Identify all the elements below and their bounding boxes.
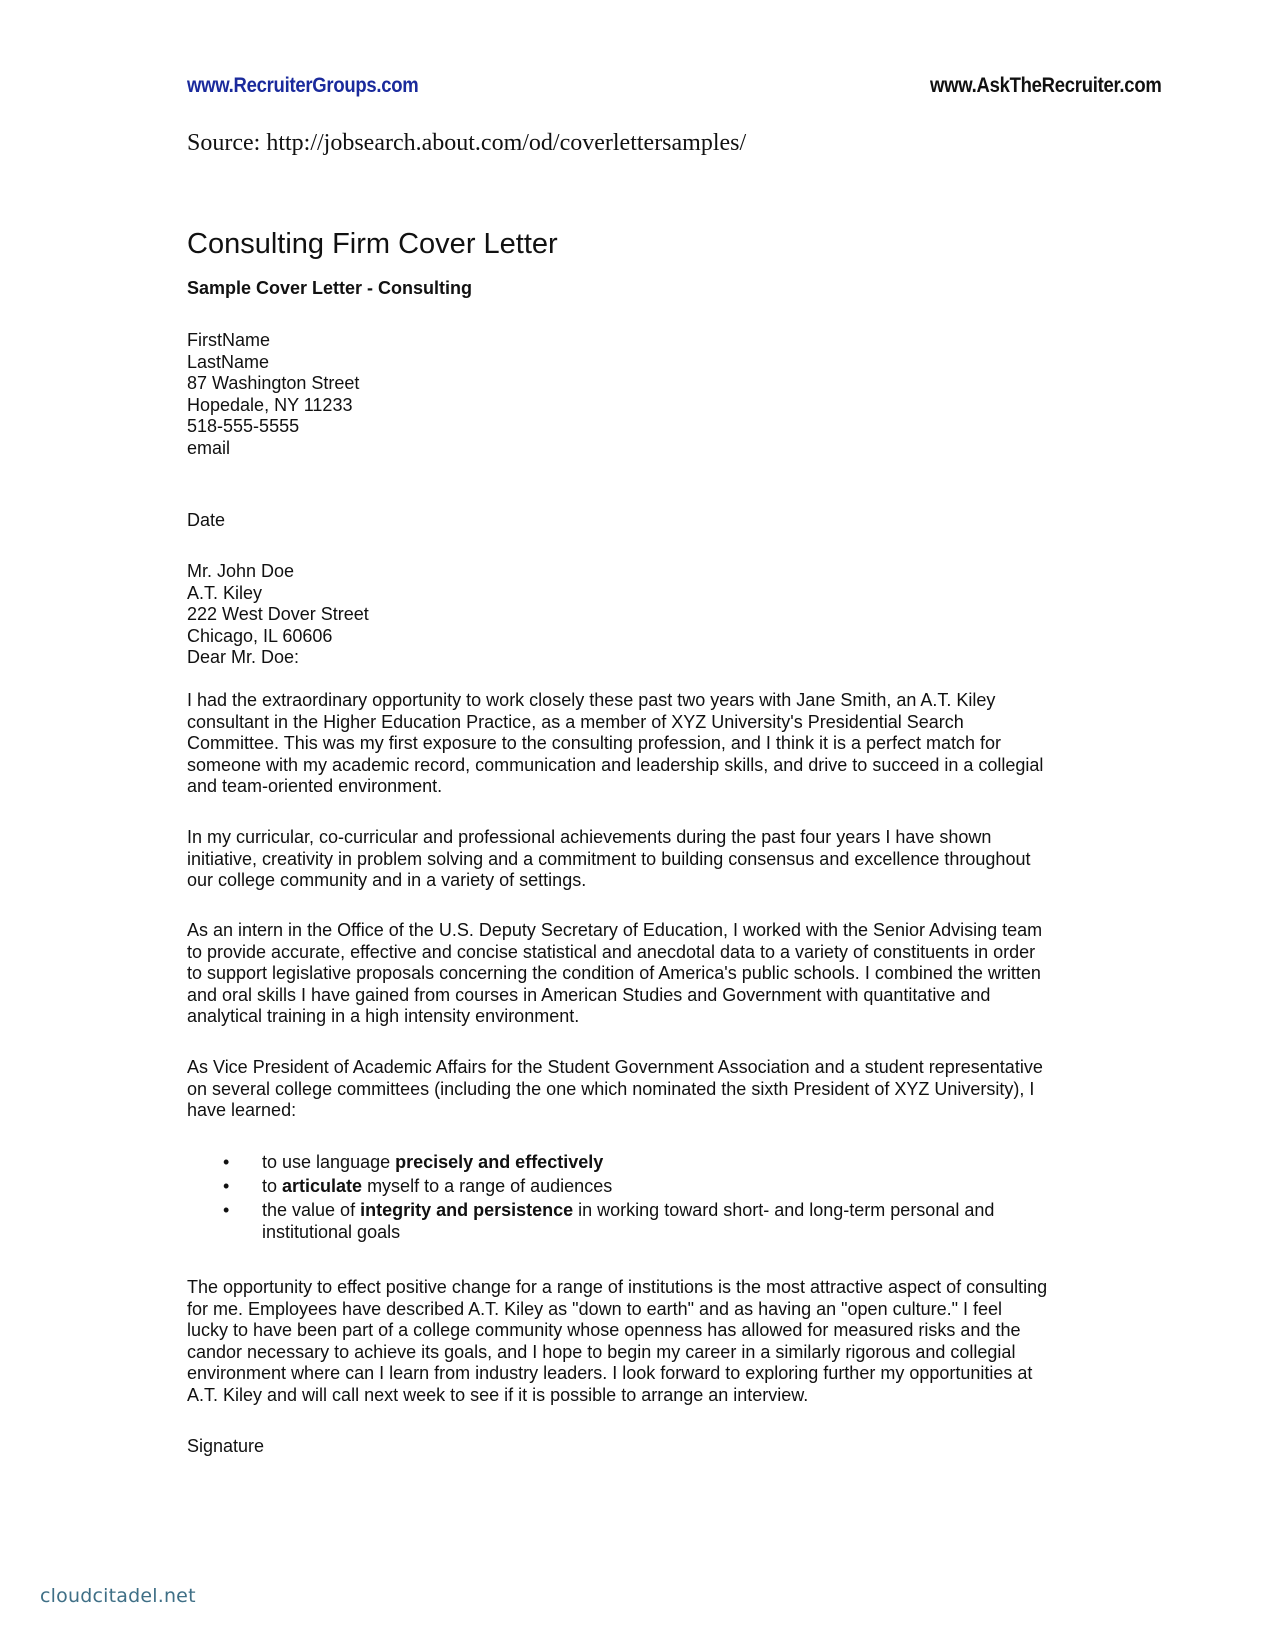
paragraph-line: have learned: — [187, 1100, 297, 1121]
source-line: Source: http://jobsearch.about.com/od/coverlettersamples/ — [187, 130, 747, 156]
paragraph-line: on several college committees (including the one which nominated the sixth President of XYZ University), I — [187, 1078, 1035, 1099]
paragraph-line: initiative, creativity in problem solving and a commitment to building consensus and excellence throughout — [187, 848, 1031, 869]
paragraph-line: consultant in the Higher Education Practice, as a member of XYZ University's Presidential Search — [187, 711, 964, 732]
paragraph-line: our college community and in a variety of settings. — [187, 870, 587, 891]
bullet-emphasis: articulate — [282, 1176, 363, 1197]
paragraph-line: The opportunity to effect positive change for a range of institutions is the most attractive aspect of consulting — [187, 1277, 1048, 1297]
sender-email: email — [187, 437, 231, 458]
page-subtitle: Sample Cover Letter - Consulting — [187, 278, 473, 298]
page-title: Consulting Firm Cover Letter — [187, 228, 558, 260]
closing-paragraph — [187, 1277, 1092, 1407]
paragraph-line: As an intern in the Office of the U.S. Deputy Secretary of Education, I worked with the Senior Advising team — [187, 920, 1043, 940]
date-line — [187, 510, 1087, 532]
paragraph-line: As Vice President of Academic Affairs for the Student Government Association and a student representative — [187, 1057, 1043, 1077]
sender-city-state: Hopedale, NY 11233 — [187, 394, 353, 415]
paragraph-3 — [187, 920, 1092, 1028]
bullet-icon: • — [223, 1176, 230, 1197]
bullet-emphasis: precisely and effectively — [395, 1152, 604, 1172]
bullet-text: to — [262, 1176, 283, 1197]
sender-phone: 518-555-5555 — [187, 416, 300, 437]
bullet-text: institutional goals — [262, 1221, 401, 1242]
paragraph-line: someone with my academic record, communication and leadership skills, and drive to succeed in a collegial — [187, 754, 1044, 775]
recruitergroups-link[interactable]: www.RecruiterGroups.com — [187, 74, 419, 97]
recipient-address — [187, 561, 1087, 669]
date-text: Date — [187, 510, 226, 530]
bullet-icon: • — [223, 1200, 230, 1221]
sender-first-name: FirstName — [187, 330, 271, 350]
watermark: cloudcitadel.net — [40, 1585, 196, 1607]
paragraph-line: and team-oriented environment. — [187, 776, 443, 797]
paragraph-line: for me. Employees have described A.T. Kiley as "down to earth" and as having an "open culture." I feel — [187, 1298, 1003, 1319]
sender-street: 87 Washington Street — [187, 373, 360, 394]
sender-last-name: LastName — [187, 351, 270, 372]
paragraph-line: A.T. Kiley and will call next week to see if it is possible to arrange an interview. — [187, 1384, 809, 1405]
bullet-text: the value of — [262, 1200, 361, 1221]
salutation: Dear Mr. Doe: — [187, 647, 300, 668]
list-item — [187, 1200, 1087, 1243]
bullet-emphasis: integrity and persistence — [360, 1200, 574, 1221]
bullet-text: myself to a range of audiences — [362, 1176, 613, 1197]
paragraph-line: In my curricular, co-curricular and professional achievements during the past four years I have shown — [187, 827, 992, 847]
paragraph-line: lucky to have been part of a college community whose openness has allowed for measured risks and the — [187, 1320, 1021, 1341]
paragraph-1 — [187, 690, 1092, 798]
paragraph-2 — [187, 827, 1092, 892]
list-item — [187, 1152, 1087, 1174]
paragraph-line: candor necessary to achieve its goals, and I hope to begin my career in a similarly rigorous and collegial — [187, 1341, 1016, 1362]
bullet-icon: • — [223, 1152, 230, 1172]
paragraph-line: to provide accurate, effective and concise statistical and anecdotal data to a variety of constituents in order — [187, 941, 1036, 962]
paragraph-line: to support legislative proposals concerning the condition of America's public schools. I combined the written — [187, 963, 1041, 984]
skills-bullet-list — [187, 1152, 1087, 1246]
asktherecruiter-link[interactable]: www.AskTheRecruiter.com — [930, 74, 1162, 97]
list-item — [187, 1176, 1087, 1198]
paragraph-line: Committee. This was my first exposure to the consulting profession, and I think it is a perfect match for — [187, 733, 1002, 754]
signature-line — [187, 1436, 1087, 1458]
recipient-name: Mr. John Doe — [187, 561, 295, 581]
paragraph-line: and oral skills I have gained from courses in American Studies and Government with quantitative and — [187, 984, 991, 1005]
sender-address — [187, 330, 1087, 460]
bullet-text: to use language — [262, 1152, 396, 1172]
paragraph-line: analytical training in a high intensity environment. — [187, 1006, 580, 1027]
paragraph-4 — [187, 1057, 1092, 1122]
recipient-company: A.T. Kiley — [187, 582, 263, 603]
signature-text: Signature — [187, 1436, 265, 1456]
paragraph-line: environment where can I learn from industry leaders. I look forward to exploring further my opportunities at — [187, 1363, 1033, 1384]
paragraph-line: I had the extraordinary opportunity to work closely these past two years with Jane Smith, an A.T. Kiley — [187, 690, 996, 710]
recipient-street: 222 West Dover Street — [187, 604, 369, 625]
bullet-text: in working toward short- and long-term personal and — [573, 1200, 995, 1221]
recipient-city-state: Chicago, IL 60606 — [187, 625, 333, 646]
